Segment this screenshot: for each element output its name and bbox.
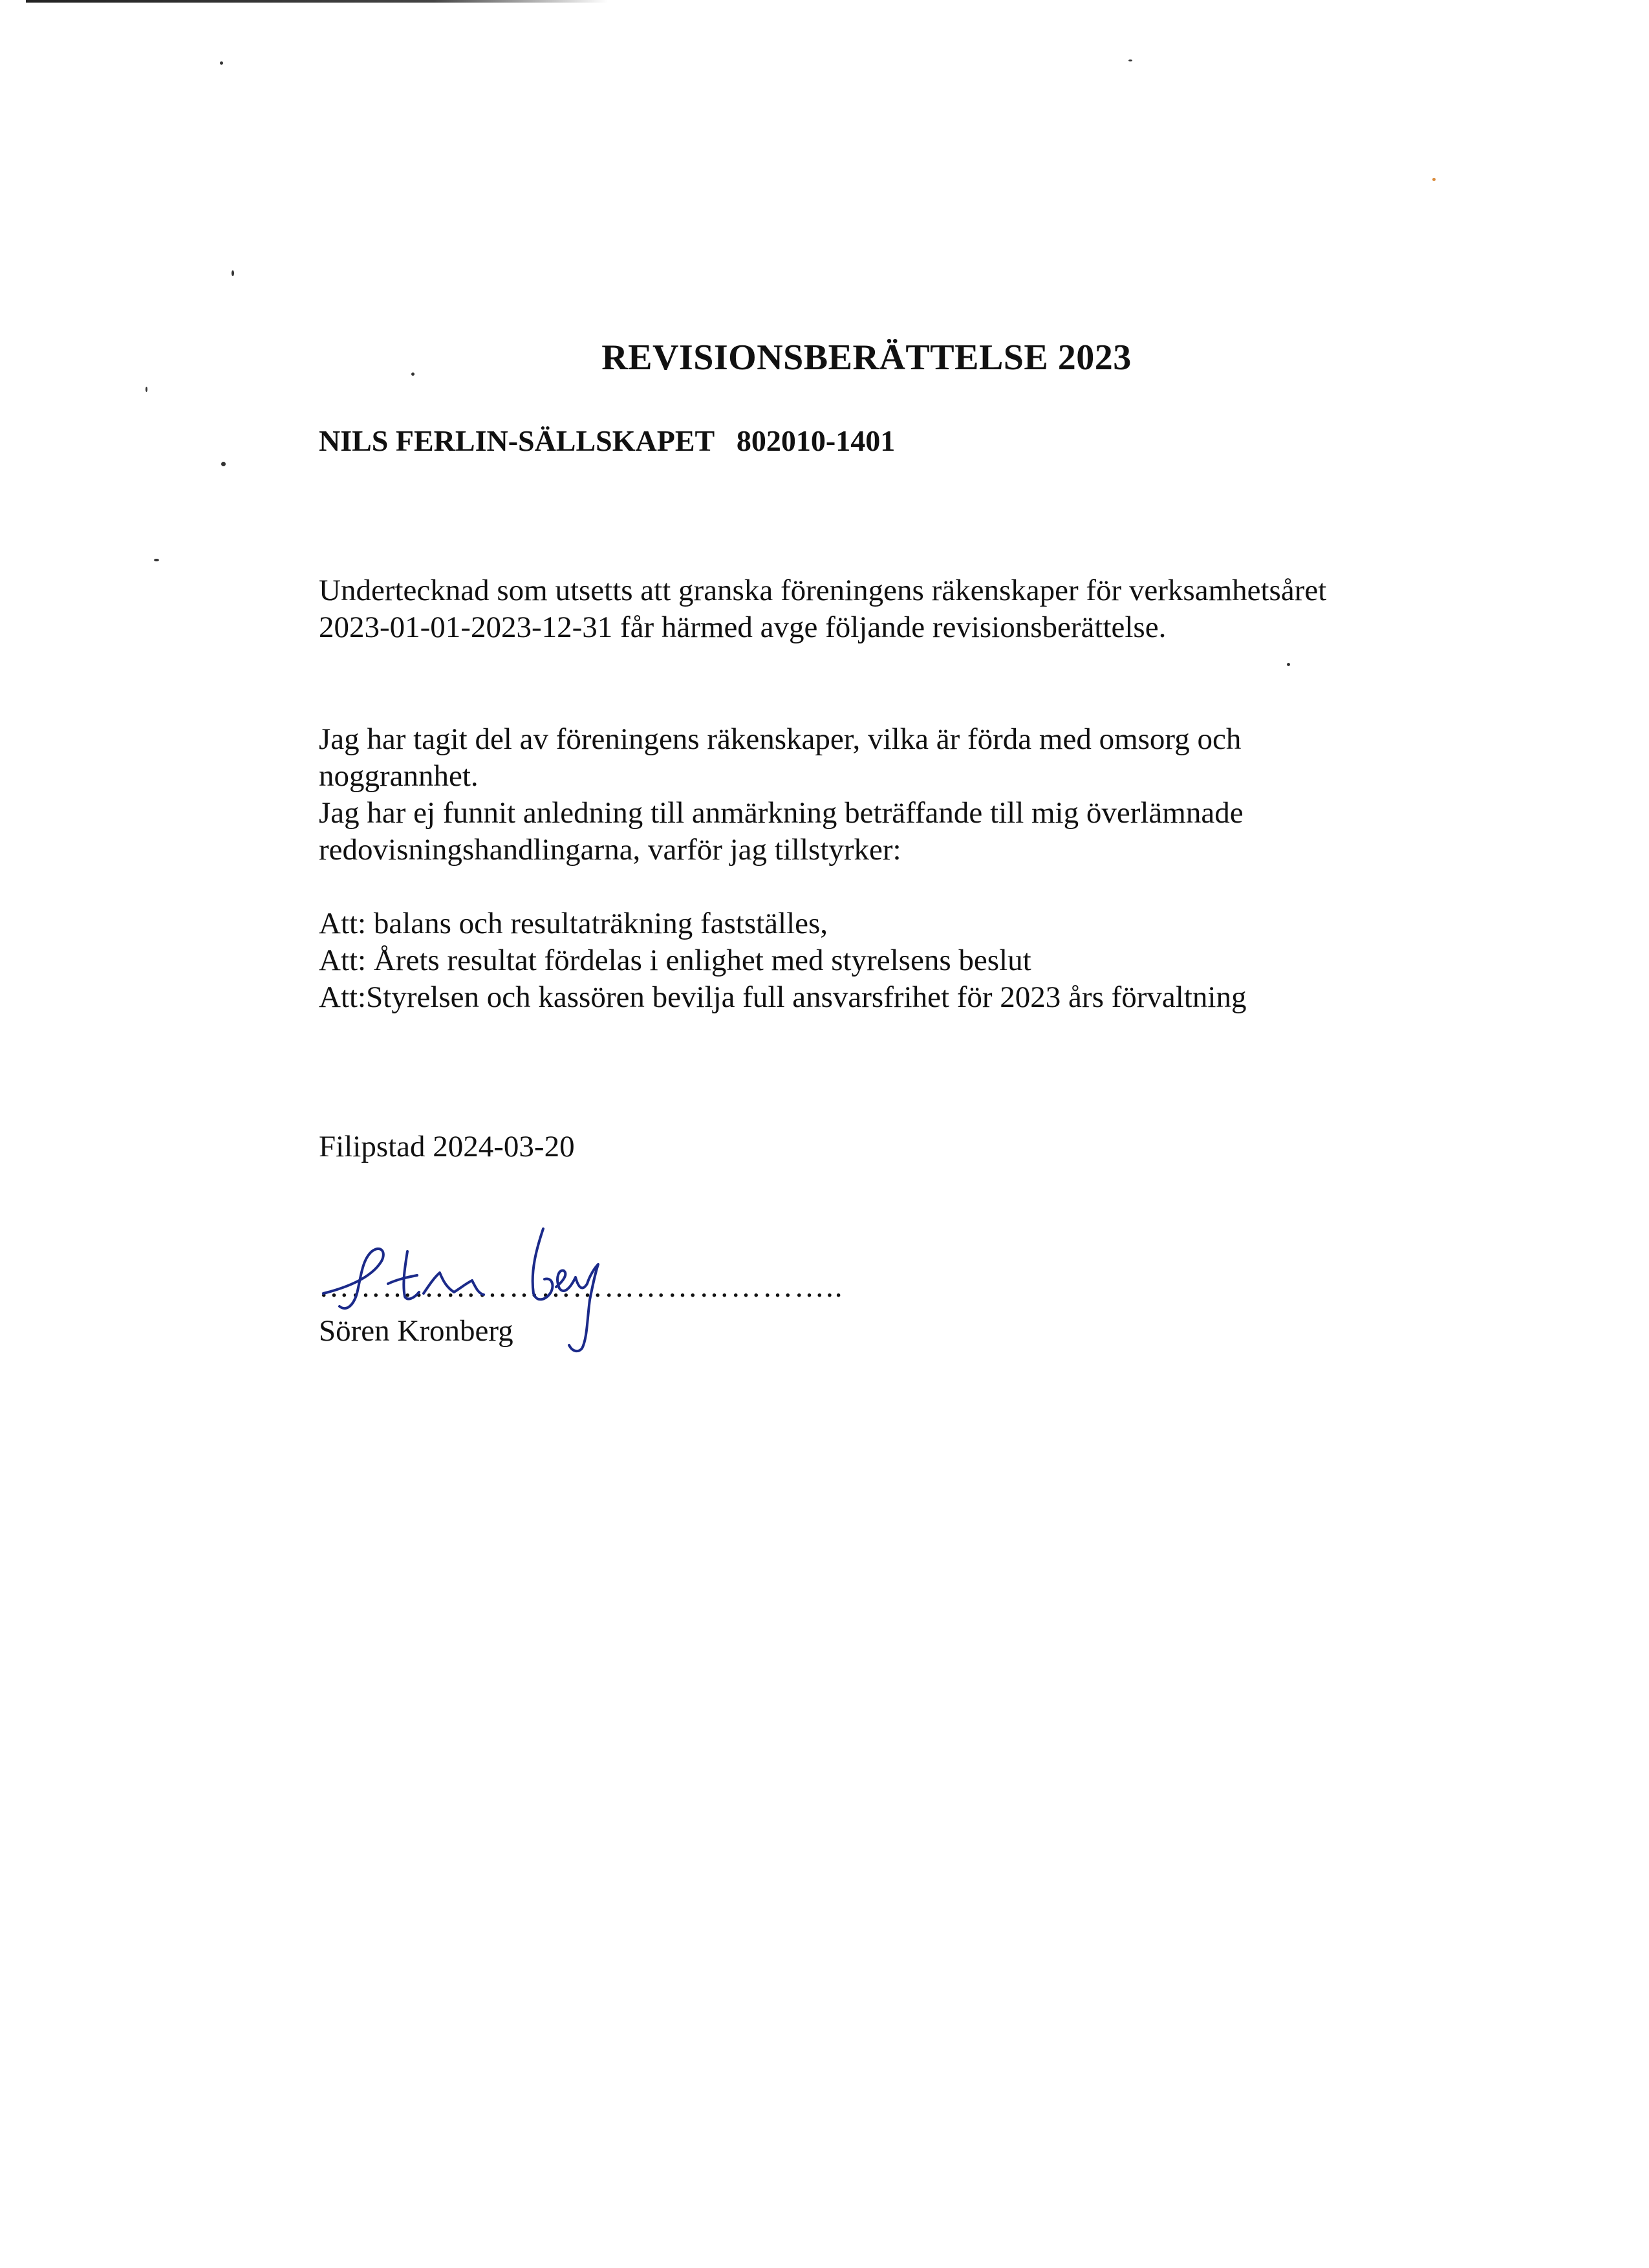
review-line: noggrannhet.	[319, 759, 479, 793]
intro-line: Undertecknad som utsetts att granska föreningens räkenskaper för verksamhetsåret	[319, 574, 1327, 607]
scan-speck	[220, 61, 223, 65]
scan-speck	[154, 559, 159, 561]
resolution-item: Att:Styrelsen och kassören bevilja full ansvarsfrihet för 2023 års förvaltning	[319, 980, 1247, 1014]
review-line: redovisningshandlingarna, varför jag tillstyrker:	[319, 833, 901, 867]
intro-paragraph	[319, 572, 1326, 646]
review-line: Jag har ej funnit anledning till anmärkning beträffande till mig överlämnade	[319, 796, 1244, 830]
review-paragraph	[319, 721, 1244, 869]
signature-dotted-line: …………………………………………..	[319, 1270, 844, 1304]
scan-speck	[146, 387, 147, 392]
organization-header: NILS FERLIN-SÄLLSKAPET 802010-1401	[319, 424, 896, 457]
scan-speck	[232, 270, 234, 276]
scan-speck	[1287, 663, 1290, 666]
resolution-item: Att: balans och resultaträkning fastställes,	[319, 907, 828, 940]
review-line: Jag har tagit del av föreningens räkenskaper, vilka är förda med omsorg och	[319, 722, 1242, 756]
scan-speck	[1432, 178, 1436, 181]
intro-line: 2023-01-01-2023-12-31 får härmed avge följande revisionsberättelse.	[319, 610, 1167, 644]
resolution-item: Att: Årets resultat fördelas i enlighet med styrelsens beslut	[319, 944, 1031, 977]
scan-edge	[26, 0, 608, 3]
scan-speck	[1128, 59, 1132, 61]
place-and-date: Filipstad 2024-03-20	[319, 1130, 575, 1163]
signer-name: Sören Kronberg	[319, 1314, 513, 1348]
resolutions-list	[319, 905, 1246, 1016]
document-title: REVISIONSBERÄTTELSE 2023	[601, 338, 1132, 378]
scan-speck	[221, 462, 226, 466]
